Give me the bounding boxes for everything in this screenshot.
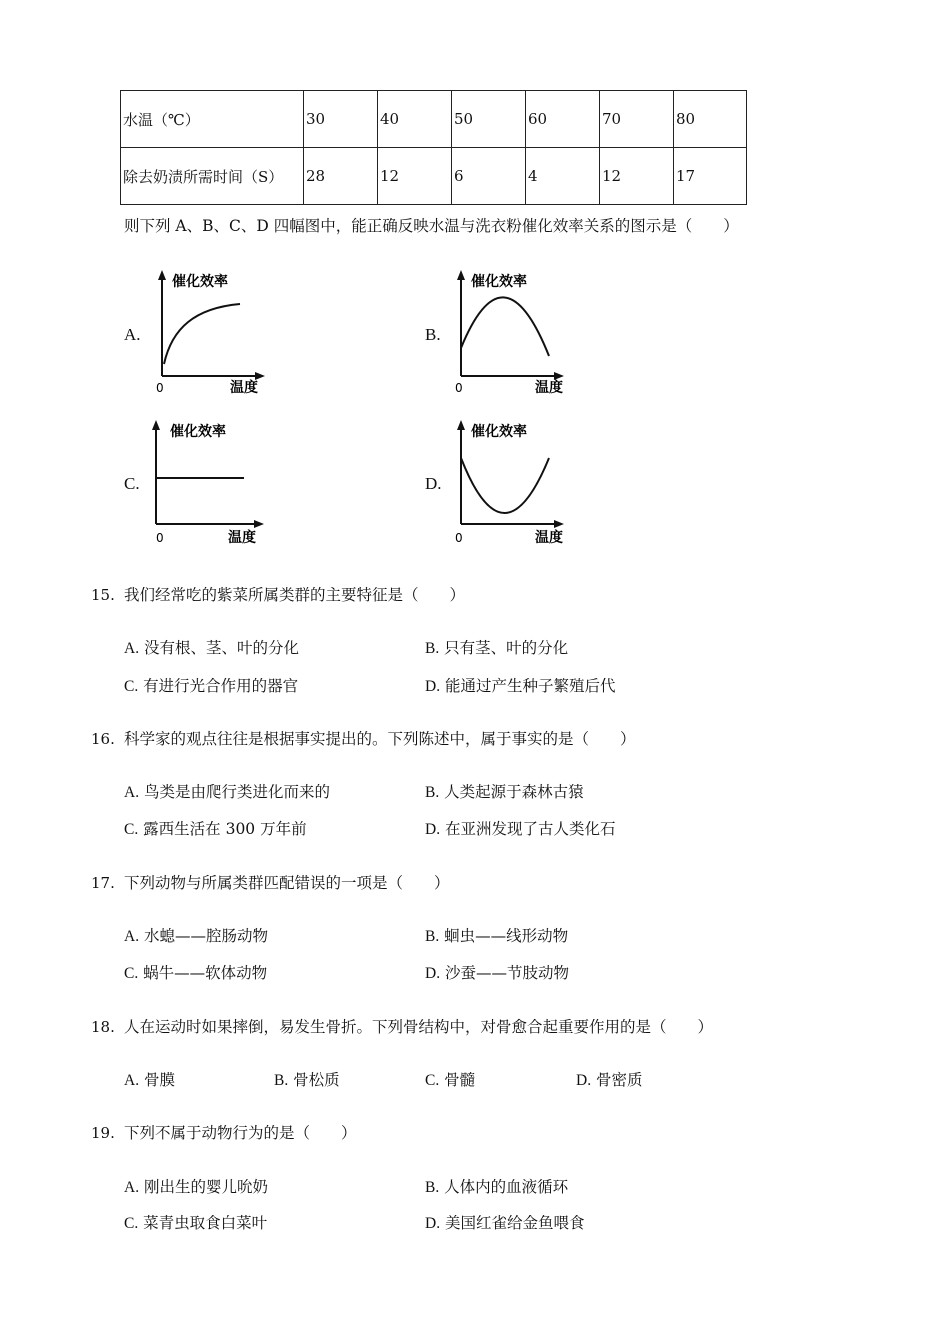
option-d[interactable]: D. 骨密质 <box>576 1071 643 1089</box>
option-c[interactable]: C. 有进行光合作用的器官 <box>124 677 299 695</box>
option-d[interactable]: D. 美国红雀给金鱼喂食 <box>425 1214 585 1232</box>
option-c[interactable]: C. 露西生活在 300 万年前 <box>124 820 307 838</box>
table-cell: 12 <box>378 148 452 205</box>
option-b[interactable]: B. 只有茎、叶的分化 <box>425 639 569 657</box>
option-b[interactable]: B. 骨松质 <box>274 1071 340 1089</box>
graph-d <box>449 418 569 548</box>
question-number: 15. <box>91 586 115 604</box>
question-number: 16. <box>91 730 115 748</box>
graph-a-origin: 0 <box>156 381 164 395</box>
question-14-stem: 则下列 A、B、C、D 四幅图中，能正确反映水温与洗衣粉催化效率关系的图示是（ ） <box>124 217 739 235</box>
table-cell: 12 <box>600 148 674 205</box>
graph-b-letter: B. <box>425 325 441 344</box>
table-cell: 28 <box>304 148 378 205</box>
graph-d-xlabel: 温度 <box>535 530 563 546</box>
graph-d-letter: D. <box>425 474 442 493</box>
option-a[interactable]: A. 刚出生的婴儿吮奶 <box>124 1178 269 1196</box>
table-row <box>121 148 747 205</box>
graph-a <box>150 268 270 398</box>
graph-a-ylabel: 催化效率 <box>172 274 228 290</box>
table-cell: 80 <box>674 91 747 148</box>
question-number: 18. <box>91 1018 115 1036</box>
graph-a-xlabel: 温度 <box>230 380 258 396</box>
table-cell: 70 <box>600 91 674 148</box>
option-c[interactable]: C. 菜青虫取食白菜叶 <box>124 1214 268 1232</box>
option-b[interactable]: B. 人体内的血液循环 <box>425 1178 569 1196</box>
option-b[interactable]: B. 人类起源于森林古猿 <box>425 783 584 801</box>
option-d[interactable]: D. 沙蚕——节肢动物 <box>425 964 570 982</box>
option-d[interactable]: D. 能通过产生种子繁殖后代 <box>425 677 616 695</box>
question-number: 17. <box>91 874 115 892</box>
graph-c-xlabel: 温度 <box>228 530 256 546</box>
question-number: 19. <box>91 1124 115 1142</box>
graph-d-origin: 0 <box>455 531 463 545</box>
graph-c-ylabel: 催化效率 <box>170 424 226 440</box>
question-stem: 我们经常吃的紫菜所属类群的主要特征是（ ） <box>124 586 466 604</box>
option-b[interactable]: B. 蛔虫——线形动物 <box>425 927 569 945</box>
option-a[interactable]: A. 水螅——腔肠动物 <box>124 927 269 945</box>
table-cell: 40 <box>378 91 452 148</box>
table-row-label: 除去奶渍所需时间（S） <box>121 148 304 205</box>
graph-d-ylabel: 催化效率 <box>471 424 527 440</box>
table-row-label: 水温（℃） <box>121 91 304 148</box>
graph-b <box>449 268 569 398</box>
table-cell: 50 <box>452 91 526 148</box>
table-cell: 17 <box>674 148 747 205</box>
graph-b-origin: 0 <box>455 381 463 395</box>
graph-b-ylabel: 催化效率 <box>471 274 527 290</box>
table-cell: 4 <box>526 148 600 205</box>
graph-b-xlabel: 温度 <box>535 380 563 396</box>
question-stem: 下列不属于动物行为的是（ ） <box>124 1124 357 1142</box>
table-cell: 60 <box>526 91 600 148</box>
option-d[interactable]: D. 在亚洲发现了古人类化石 <box>425 820 616 838</box>
question-stem: 人在运动时如果摔倒，易发生骨折。下列骨结构中，对骨愈合起重要作用的是（ ） <box>124 1018 714 1036</box>
graph-c-letter: C. <box>124 474 140 493</box>
option-c[interactable]: C. 骨髓 <box>425 1071 476 1089</box>
question-stem: 科学家的观点往往是根据事实提出的。下列陈述中，属于事实的是（ ） <box>124 730 636 748</box>
table-cell: 6 <box>452 148 526 205</box>
graph-c-origin: 0 <box>156 531 164 545</box>
option-c[interactable]: C. 蜗牛——软体动物 <box>124 964 268 982</box>
graph-a-letter: A. <box>124 325 141 344</box>
option-a[interactable]: A. 没有根、茎、叶的分化 <box>124 639 300 657</box>
table-cell: 30 <box>304 91 378 148</box>
graph-c <box>144 418 269 548</box>
table-row <box>121 91 747 148</box>
temperature-data-table <box>120 90 747 205</box>
option-a[interactable]: A. 鸟类是由爬行类进化而来的 <box>124 783 331 801</box>
option-a[interactable]: A. 骨膜 <box>124 1071 176 1089</box>
question-stem: 下列动物与所属类群匹配错误的一项是（ ） <box>124 874 450 892</box>
